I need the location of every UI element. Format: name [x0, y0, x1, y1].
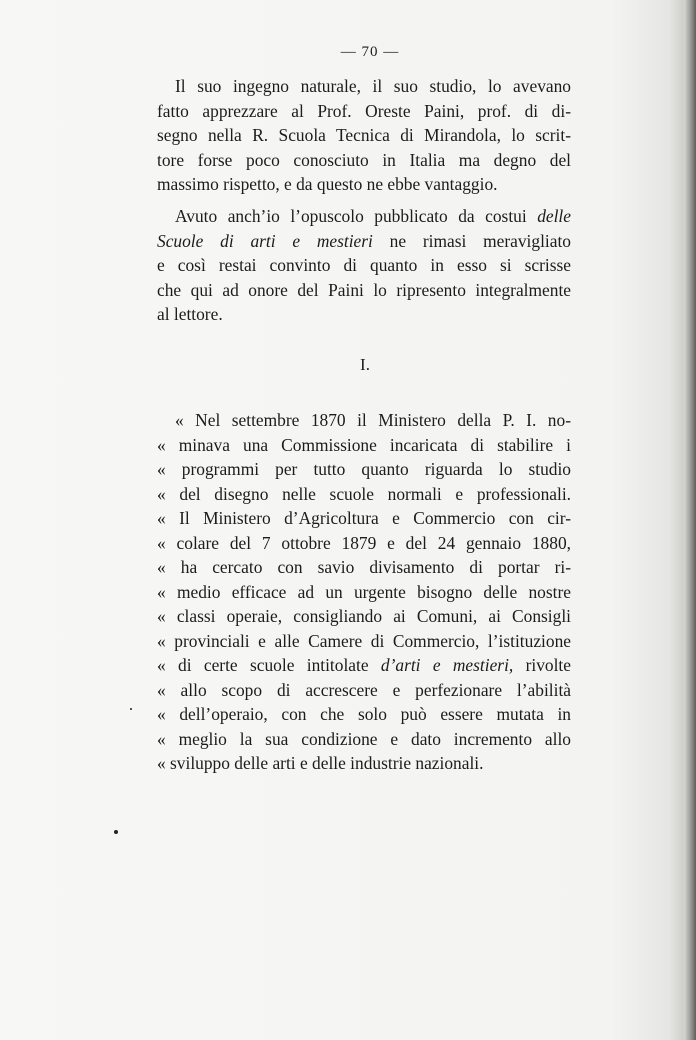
quote-line: « Nel settembre 1870 il Ministero della P. I. no-	[175, 410, 571, 430]
italic-fragment: d’arti e mestieri,	[380, 655, 514, 675]
quote-line: « minava una Commissione incaricata di stabilire i	[157, 434, 571, 455]
quote-line: « programmi per tutto quanto riguarda lo studio	[157, 459, 571, 479]
text-line: e così restai convinto di quanto in esso si scrisse	[157, 255, 571, 275]
quote-line: « Il Ministero d’Agricoltura e Commercio con cir-	[157, 508, 571, 528]
text-line: Il suo ingegno naturale, il suo studio, lo avevano	[175, 76, 571, 96]
quote-line: « classi operaie, consigliando ai Comuni, ai Consigli	[157, 606, 571, 626]
quote-line: « provinciali e alle Camere di Commercio, l’istituzione	[157, 630, 571, 651]
page-edge-shadow	[684, 0, 696, 1040]
quoted-passage	[157, 408, 571, 776]
text-line: massimo rispetto, e da questo ne ebbe vantaggio.	[157, 174, 498, 194]
paragraph-1	[157, 74, 571, 197]
text-fragment: Avuto anch’io l’opuscolo pubblicato da costui	[175, 206, 527, 226]
ink-speck	[114, 830, 118, 834]
quote-line: « meglio la sua condizione e dato incremento allo	[157, 728, 571, 749]
quote-line: « ha cercato con savio divisamento di portar ri-	[157, 557, 571, 577]
text-line	[157, 204, 571, 229]
quote-line: « sviluppo delle arti e delle industrie nazionali.	[157, 753, 484, 773]
section-heading: I.	[360, 355, 370, 374]
quote-line: « del disegno nelle scuole normali e professionali.	[157, 483, 571, 504]
text-fragment: « di certe scuole intitolate	[157, 655, 369, 675]
text-line: segno nella R. Scuola Tecnica di Mirandola, lo scrit-	[157, 125, 571, 145]
quote-line: « colare del 7 ottobre 1879 e del 24 gennaio 1880,	[157, 532, 571, 553]
ink-speck	[130, 708, 132, 710]
text-line: al lettore.	[157, 304, 223, 324]
quote-line: « allo scopo di accrescere e perfezionare l’abilità	[157, 679, 571, 700]
text-line: tore forse poco conosciuto in Italia ma degno del	[157, 149, 571, 170]
italic-fragment: Scuole di arti e mestieri	[157, 230, 373, 251]
text-line: fatto apprezzare al Prof. Oreste Paini, prof. di di-	[157, 100, 571, 121]
italic-fragment: delle	[537, 206, 571, 226]
page-number: — 70 —	[340, 44, 400, 60]
quote-line	[157, 653, 571, 678]
quote-line: « medio efficace ad un urgente bisogno delle nostre	[157, 581, 571, 602]
text-fragment: rivolte	[525, 655, 571, 675]
text-line: che qui ad onore del Paini lo ripresento integralmente	[157, 279, 571, 300]
text-fragment: ne rimasi meravigliato	[389, 230, 571, 251]
text-line	[157, 229, 571, 254]
quote-line: « dell’operaio, con che solo può essere mutata in	[157, 704, 571, 724]
paragraph-2	[157, 204, 571, 327]
